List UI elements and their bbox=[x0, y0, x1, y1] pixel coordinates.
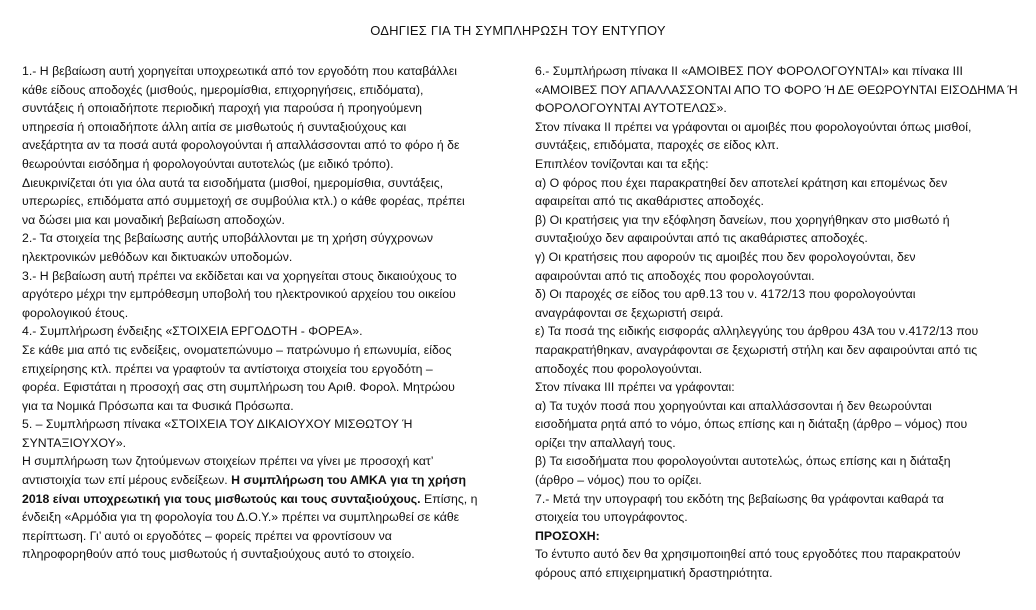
text-segment: Το έντυπο αυτό δεν θα χρησιμοποιηθεί από τους εργοδότες που παρακρατούν bbox=[535, 547, 961, 562]
text-segment: (άρθρο – νόμος) που το ορίζει. bbox=[535, 473, 702, 488]
text-line bbox=[535, 192, 1023, 211]
text-line bbox=[535, 267, 1023, 286]
text-segment: αντιστοιχία των επί μέρους ενδείξεων. bbox=[22, 473, 232, 488]
text-segment: ανεξάρτητα αν τα ποσά αυτά φορολογούνται ή απαλλάσσονται από το φόρο ή δε bbox=[22, 138, 460, 153]
text-segment: στοιχεία του υπογράφοντος. bbox=[535, 510, 688, 525]
text-segment: β) Τα εισοδήματα που φορολογούνται αυτοτελώς, όπως επίσης και η διάταξη bbox=[535, 454, 951, 469]
text-segment: φόρους από επιχειρηματική δραστηριότητα. bbox=[535, 566, 773, 581]
text-segment: ε) Τα ποσά της ειδικής εισφοράς αλληλεγγύης του άρθρου 43Α του ν.4172/13 που bbox=[535, 324, 979, 339]
bold-text-segment: Η συμπλήρωση του ΑΜΚΑ για τη χρήση bbox=[231, 473, 466, 488]
text-line bbox=[22, 192, 514, 211]
text-segment: αφαιρούνται από τις αποδοχές που φορολογούνται. bbox=[535, 268, 815, 283]
text-segment: Επίσης, η bbox=[420, 491, 478, 506]
text-line bbox=[535, 434, 1023, 453]
text-segment: αφαιρείται από τις ακαθάριστες αποδοχές. bbox=[535, 194, 764, 209]
text-segment: γ) Οι κρατήσεις που αφορούν τις αμοιβές που δεν φορολογούνται, δεν bbox=[535, 249, 916, 264]
text-segment: Στον πίνακα ΙΙ πρέπει να γράφονται οι αμοιβές που φορολογούνται όπως μισθοί, bbox=[535, 119, 972, 134]
text-line bbox=[535, 304, 1023, 323]
text-segment: αργότερο μέχρι την εμπρόθεσμη υποβολή του ηλεκτρονικού αρχείου του οικείου bbox=[22, 287, 456, 302]
text-line bbox=[535, 248, 1023, 267]
text-line bbox=[22, 304, 514, 323]
text-line bbox=[535, 452, 1023, 471]
text-line bbox=[22, 62, 514, 81]
text-segment: εισοδήματα ρητά από το νόμο, όπως επίσης και η διάταξη (άρθρο – νόμος) που bbox=[535, 417, 968, 432]
text-segment: να δώσει μια και μοναδική βεβαίωση αποδοχών. bbox=[22, 212, 285, 227]
text-line bbox=[535, 415, 1023, 434]
text-line bbox=[535, 229, 1023, 248]
text-segment: 5. – Συμπλήρωση πίνακα «ΣΤΟΙΧΕΙΑ ΤΟΥ ΔΙΚΑΙΟΥΧΟΥ ΜΙΣΘΩΤΟΥ Ή bbox=[22, 417, 413, 432]
text-line bbox=[22, 471, 514, 490]
text-segment: υπηρεσία ή οποιαδήποτε άλλη αιτία σε μισθωτούς ή συνταξιούχους και bbox=[22, 119, 407, 134]
bold-text-segment: ΠΡΟΣΟΧΗ: bbox=[535, 528, 600, 543]
text-line bbox=[535, 490, 1023, 509]
text-segment: 2.- Τα στοιχεία της βεβαίωσης αυτής υποβάλλονται με τη χρήση σύγχρονων bbox=[22, 231, 433, 246]
text-segment: 4.- Συμπλήρωση ένδειξης «ΣΤΟΙΧΕΙΑ ΕΡΓΟΔΟΤΗ - ΦΟΡΕΑ». bbox=[22, 324, 363, 339]
text-line bbox=[22, 81, 514, 100]
text-line bbox=[535, 81, 1023, 100]
text-line bbox=[535, 564, 1023, 583]
text-segment: 1.- Η βεβαίωση αυτή χορηγείται υποχρεωτικά από τον εργοδότη που καταβάλλει bbox=[22, 64, 457, 78]
text-segment: ΦΟΡΟΛΟΓΟΥΝΤΑΙ ΑΥΤΟΤΕΛΩΣ». bbox=[535, 101, 727, 116]
text-segment: ηλεκτρονικών μεθόδων και δικτυακών υποδομών. bbox=[22, 249, 293, 264]
text-segment: φορέα. Εφιστάται η προσοχή σας στη συμπλήρωση του Αριθ. Φορολ. Μητρώου bbox=[22, 380, 455, 395]
text-segment: περίπτωση. Γι’ αυτό οι εργοδότες – φορείς πρέπει να φροντίσουν να bbox=[22, 528, 392, 543]
text-line bbox=[22, 267, 514, 286]
text-segment: ένδειξη «Αρμόδια για τη φορολογία του Δ.Ο.Υ.» πρέπει να συμπληρωθεί σε κάθε bbox=[22, 510, 460, 525]
text-segment: επιχείρησης κτλ. πρέπει να γραφτούν τα αντίστοιχα στοιχεία του εργοδότη – bbox=[22, 361, 433, 376]
text-line bbox=[22, 136, 514, 155]
text-line bbox=[535, 155, 1023, 174]
text-line bbox=[535, 136, 1023, 155]
text-line bbox=[535, 545, 1023, 564]
text-line bbox=[22, 174, 514, 193]
text-line bbox=[22, 527, 514, 546]
text-line bbox=[22, 490, 514, 509]
text-segment: για τα Νομικά Πρόσωπα και τα Φυσικά Πρόσωπα. bbox=[22, 398, 294, 413]
text-segment: παρακρατήθηκαν, αναγράφονται σε ξεχωριστή στήλη και δεν αφαιρούνται από τις bbox=[535, 342, 978, 357]
text-line bbox=[22, 434, 514, 453]
text-line bbox=[22, 155, 514, 174]
text-segment: ΣΥΝΤΑΞΙΟΥΧΟΥ». bbox=[22, 435, 127, 450]
text-segment: «ΑΜΟΙΒΕΣ ΠΟΥ ΑΠΑΛΛΑΣΣΟΝΤΑΙ ΑΠΟ ΤΟ ΦΟΡΟ Ή ΔΕ ΘΕΩΡΟΥΝΤΑΙ ΕΙΣΟΔΗΜΑ Ή bbox=[535, 82, 1018, 97]
right-column bbox=[535, 62, 1023, 583]
text-line bbox=[22, 118, 514, 137]
text-line bbox=[535, 508, 1023, 527]
text-segment: Σε κάθε μια από τις ενδείξεις, ονοματεπώνυμο – πατρώνυμο ή επωνυμία, είδος bbox=[22, 342, 452, 357]
text-segment: πληροφορηθούν από τους μισθωτούς ή συνταξιούχους αυτό το στοιχείο. bbox=[22, 547, 415, 562]
text-line bbox=[535, 62, 1023, 81]
text-line bbox=[535, 341, 1023, 360]
text-line bbox=[535, 360, 1023, 379]
text-segment: δ) Οι παροχές σε είδος του αρθ.13 του ν. 4172/13 που φορολογούνται bbox=[535, 287, 916, 302]
text-segment: θεωρούνται εισόδημα ή φορολογούνται αυτοτελώς (με ειδικό τρόπο). bbox=[22, 156, 394, 171]
text-segment: Στον πίνακα ΙΙΙ πρέπει να γράφονται: bbox=[535, 380, 735, 395]
text-segment: Επιπλέον τονίζονται και τα εξής: bbox=[535, 156, 709, 171]
text-segment: αποδοχές που φορολογούνται. bbox=[535, 361, 703, 376]
text-segment: 6.- Συμπλήρωση πίνακα ΙΙ «ΑΜΟΙΒΕΣ ΠΟΥ ΦΟΡΟΛΟΓΟΥΝΤΑΙ» και πίνακα ΙΙΙ bbox=[535, 64, 963, 78]
text-line bbox=[535, 118, 1023, 137]
text-line bbox=[22, 285, 514, 304]
text-line bbox=[535, 99, 1023, 118]
text-line bbox=[535, 397, 1023, 416]
text-line bbox=[22, 545, 514, 564]
bold-text-segment: 2018 είναι υποχρεωτική για τους μισθωτούς και τους συνταξιούχους. bbox=[22, 491, 421, 506]
text-line bbox=[22, 360, 514, 379]
text-line bbox=[22, 211, 514, 230]
text-segment: φορολογικού έτους. bbox=[22, 305, 129, 320]
text-line bbox=[535, 322, 1023, 341]
left-column bbox=[22, 62, 514, 564]
text-line bbox=[22, 508, 514, 527]
document-title: ΟΔΗΓΙΕΣ ΓΙΑ ΤΗ ΣΥΜΠΛΗΡΩΣΗ ΤΟΥ ΕΝΤΥΠΟΥ bbox=[370, 23, 666, 38]
text-segment: β) Οι κρατήσεις για την εξόφληση δανείων, που χορηγήθηκαν στο μισθωτό ή bbox=[535, 212, 950, 227]
text-segment: συντάξεις, επιδόματα, παροχές σε είδος κλπ. bbox=[535, 138, 780, 153]
text-segment: υπερωρίες, επιδόματα από συμμετοχή σε συμβούλια κτλ.) ο κάθε φορέας, πρέπει bbox=[22, 194, 465, 209]
text-segment: αναγράφονται σε ξεχωριστή σειρά. bbox=[535, 305, 724, 320]
text-line bbox=[22, 341, 514, 360]
text-line bbox=[22, 99, 514, 118]
text-line bbox=[535, 174, 1023, 193]
text-line bbox=[22, 248, 514, 267]
text-segment: 7.- Μετά την υπογραφή του εκδότη της βεβαίωσης θα γράφονται καθαρά τα bbox=[535, 491, 944, 506]
text-segment: ορίζει την απαλλαγή τους. bbox=[535, 435, 676, 450]
text-line bbox=[535, 471, 1023, 490]
text-segment: 3.- Η βεβαίωση αυτή πρέπει να εκδίδεται και να χορηγείται στους δικαιούχους το bbox=[22, 268, 457, 283]
text-line bbox=[22, 378, 514, 397]
text-segment: α) Τα τυχόν ποσά που χορηγούνται και απαλλάσσονται ή δεν θεωρούνται bbox=[535, 398, 932, 413]
text-segment: α) Ο φόρος που έχει παρακρατηθεί δεν αποτελεί κράτηση και επομένως δεν bbox=[535, 175, 948, 190]
text-line bbox=[535, 527, 1023, 546]
text-line bbox=[22, 322, 514, 341]
text-segment: Διευκρινίζεται ότι για όλα αυτά τα εισοδήματα (μισθοί, ημερομίσθια, συντάξεις, bbox=[22, 175, 444, 190]
text-line bbox=[22, 452, 514, 471]
text-line bbox=[535, 285, 1023, 304]
text-line bbox=[22, 229, 514, 248]
text-segment: κάθε είδους αποδοχές (μισθούς, ημερομίσθια, επιχορηγήσεις, επιδόματα), bbox=[22, 82, 424, 97]
text-segment: Η συμπλήρωση των ζητούμενων στοιχείων πρέπει να γίνει με προσοχή κατ’ bbox=[22, 454, 434, 469]
text-line bbox=[535, 378, 1023, 397]
text-segment: συνταξιούχο δεν αφαιρούνται από τις ακαθάριστες αποδοχές. bbox=[535, 231, 868, 246]
text-line bbox=[535, 211, 1023, 230]
text-segment: συντάξεις ή οποιαδήποτε περιοδική παροχή για παρούσα ή προηγούμενη bbox=[22, 101, 422, 116]
text-line bbox=[22, 415, 514, 434]
text-line bbox=[22, 397, 514, 416]
